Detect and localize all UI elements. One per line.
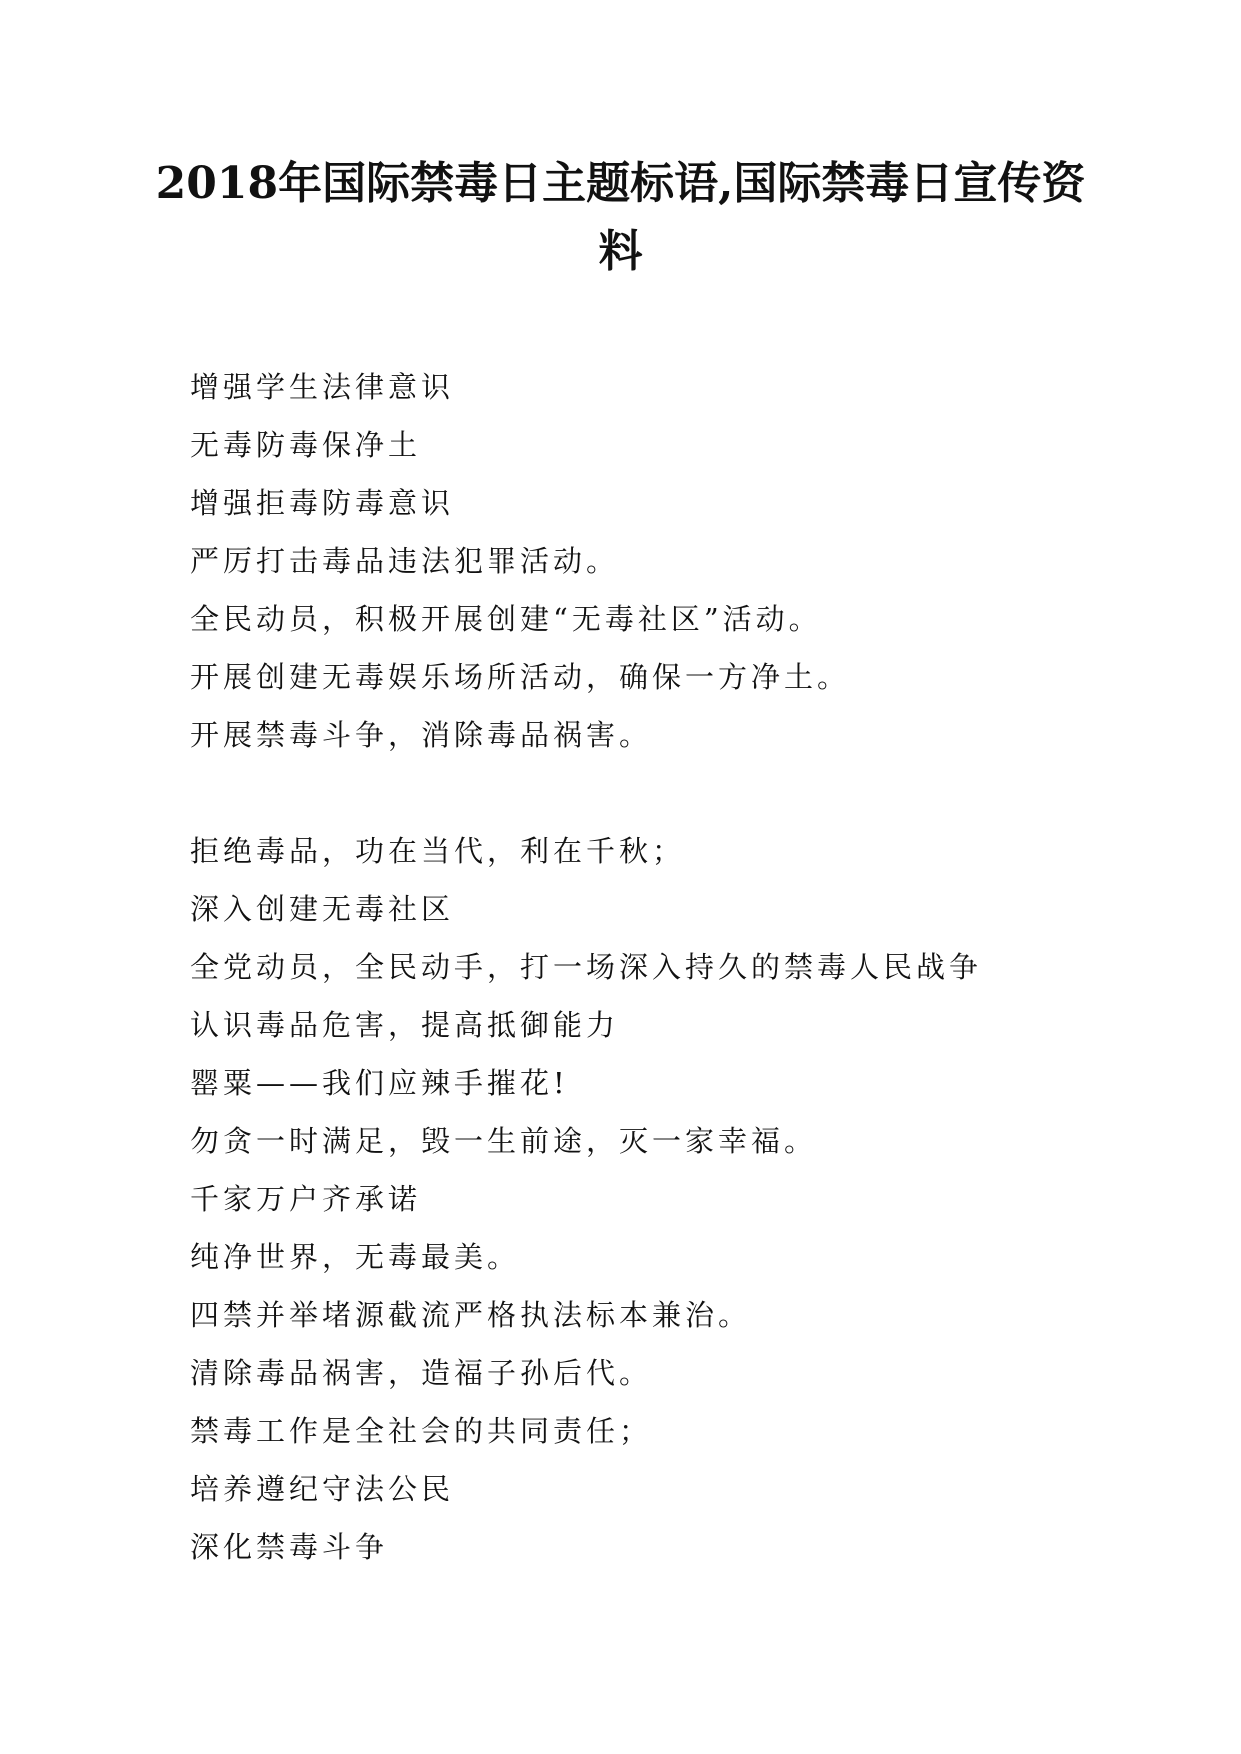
slogan-line: 增强拒毒防毒意识 — [190, 486, 455, 520]
slogan-line: 增强学生法律意识 — [190, 370, 455, 404]
slogan-line: 清除毒品祸害，造福子孙后代。 — [190, 1356, 653, 1390]
slogan-line: 四禁并举堵源截流严格执法标本兼治。 — [190, 1298, 752, 1332]
slogan-line: 全民动员，积极开展创建“无毒社区”活动。 — [190, 602, 822, 636]
slogan-line: 认识毒品危害，提高抵御能力 — [190, 1008, 620, 1042]
slogan-line: 纯净世界，无毒最美。 — [190, 1240, 521, 1274]
slogan-line: 全党动员，全民动手，打一场深入持久的禁毒人民战争 — [190, 950, 983, 984]
slogan-line: 无毒防毒保净土 — [190, 428, 422, 462]
slogan-line: 勿贪一时满足，毁一生前途，灭一家幸福。 — [190, 1124, 818, 1158]
slogan-line: 禁毒工作是全社会的共同责任； — [190, 1414, 653, 1448]
blank-line — [190, 764, 1090, 822]
slogan-line: 千家万户齐承诺 — [190, 1182, 422, 1216]
slogan-line: 严厉打击毒品违法犯罪活动。 — [190, 544, 620, 578]
slogan-list — [190, 358, 1090, 1576]
slogan-line: 开展禁毒斗争，消除毒品祸害。 — [190, 718, 653, 752]
slogan-line: 深入创建无毒社区 — [190, 892, 455, 926]
slogan-line: 培养遵纪守法公民 — [190, 1472, 455, 1506]
slogan-line: 开展创建无毒娱乐场所活动，确保一方净土。 — [190, 660, 851, 694]
slogan-line: 拒绝毒品，功在当代，利在千秋； — [190, 834, 686, 868]
document-title: 2018年国际禁毒日主题标语,国际禁毒日宣传资料 — [155, 158, 1086, 277]
slogan-line: 罂粟——我们应辣手摧花! — [190, 1066, 569, 1100]
slogan-line: 深化禁毒斗争 — [190, 1530, 389, 1564]
